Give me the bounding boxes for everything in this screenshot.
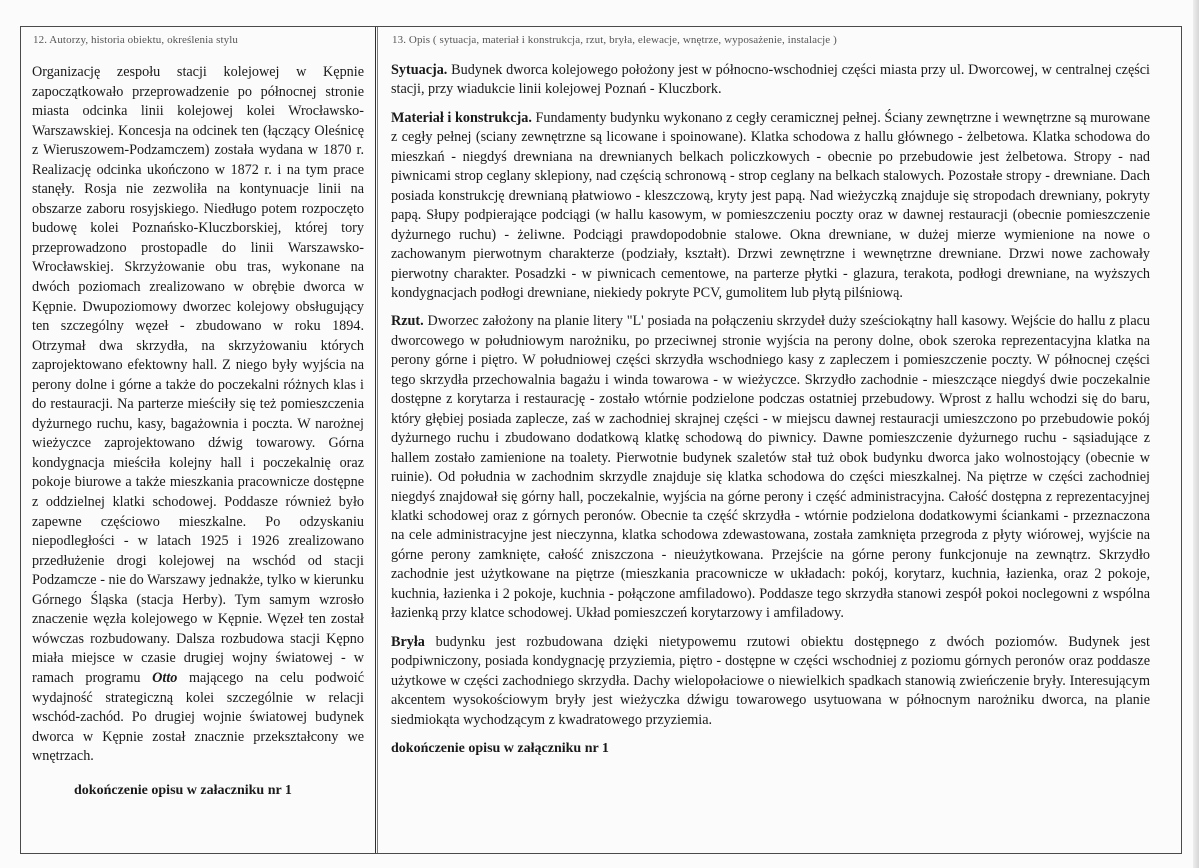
situation-heading: Sytuacja.	[391, 62, 448, 78]
section-12-header: 12. Autorzy, historia obiektu, określenia stylu	[33, 34, 239, 46]
column-divider-inner	[377, 27, 378, 853]
section-plan	[391, 312, 1150, 623]
column-divider	[375, 27, 376, 853]
otto-program-name: Otto	[152, 669, 178, 686]
plan-heading: Rzut.	[391, 313, 424, 330]
description-continuation-note: dokończenie opisu w załączniku nr 1	[391, 740, 609, 756]
scan-edge	[1193, 0, 1199, 868]
history-text-part-2: mającego na celu podwoić wydajność strategiczną kolei szczególnie w relacji wschód-zachód. Po drugiej wojnie światowej budynek dworca w Kępnie został znacznie przekształcony we wnętrzach.	[32, 669, 365, 765]
history-text	[32, 63, 364, 767]
section-situation	[391, 61, 1150, 100]
material-heading: Materiał i konstrukcja.	[391, 109, 532, 126]
section-massing	[391, 633, 1150, 730]
section-material	[391, 109, 1150, 304]
history-column	[32, 63, 364, 800]
plan-text: Dworzec założony na planie litery "L' posiada na połączeniu skrzydeł duży sześciokątny hall kasowy. Wejście do hallu z placu dworcowego w południowym narożniku, po przeciwnej stronie wyjścia na perony dolne, obok szeroka reprezentacyjna klatka na perony górne i piętro. W południowej części skrzydła wschodniego kasy z zapleczem i pomieszczenie poczty. W północnej części tego skrzydła przechowalnia bagażu i winda towarowa - w wieżyczce. Skrzydło zachodnie - mieszczące niegdyś dwie poczekalnie dostępne z korytarza i restaurację - zostało wtórnie podzielone podczas ostatniej przebudowy. Wprost z hallu wchodzi się do baru, który głębiej posiada zaplecze, zaś w zachodniej skrajnej części - w miejscu dawnej restauracji umieszczono po przebudowie pokój dyżurnego ruchu i zbudowano dodatkową klatkę schodową do piwnicy. Dawne pomieszczenie dyżurnego ruchu - sąsiadujące z hallem zostało zamienione na toalety. Pierwotnie budynek szaletów stał tuż obok budynku dworca jako wolnostojący (obecnie w ruinie). Od południa w zachodnim skrzydle znajduje się klatka schodowa do części mieszkalnej. Na piętrze w części zachodniej niegdyś znajdował się górny hall, poczekalnie, wyjścia na górne perony i część administracyjna. Całość dostępna z reprezentacyjnej klatki schodowej oraz z górnych peronów. Obecnie ta część skrzydła - wtórnie podzielona dodatkowymi ściankami - przeznaczona na cele administracyjne jest nieczynna, klatka schodowa zdewastowana, została zamknięta przegroda z płyty wiórowej, wyjście na górne perony zamknięte, całość zniszczona - nieużytkowana. Przejście na górne perony funkcjonuje na zewnątrz. Skrzydło zachodnie jest użytkowane na piętrze (mieszkania pracownicze w układach: pokój, korytarz, kuchnia, łazienka, oraz 2 pokoje, kuchnia, łazienka i 2 pokoje, kuchnia - połączone amfiladowo). Poddasze tego skrzydła stanowi zespół pokoi noclegowni z wspólna łazienką przy klatce schodowej. Układ pomieszczeń korytarzowy i amfiladowy.	[391, 313, 1151, 622]
section-13-header: 13. Opis ( sytuacja, materiał i konstrukcja, rzut, bryła, elewacje, wnętrze, wyposażenie, instalacje )	[392, 34, 837, 46]
material-text: Fundamenty budynku wykonano z cegły ceramicznej pełnej. Ściany zewnętrzne i wewnętrzne są murowane z cegły pełnej (sciany zewnętrzne są licowane i spoinowane). Klatka schodowa z hallu głównego - żelbetowa. Klatka schodowa do mieszkań - niegdyś drewniana na drewnianych belkach policzkowych - obecnie po przebudowie jest żelbetowa. Stropy - nad piwnicami strop ceglany sklepiony, nad częścią schronową - strop ceglany na belkach stalowych. Pozostałe stropy - drewniane. Dach posiada konstrukcję drewnianą płatwiowo - kleszczową, kryty jest papą. Nad wieżyczką znajduje się stropodach drewniany, pokryty papą. Słupy podpierające podciągi (w hallu kasowym, w pomieszczeniu poczty oraz w dawnej restauracji (obecnie pomieszczenie dyżurnego ruchu) - żeliwne. Podciągi prawdopodobnie stalowe. Okna drewniane, w dużej mierze wymienione na nowe o zachowanym pierwotnym charakterze (podziały, kształt). Drzwi zewnętrzne i wewnętrzne drewniane. Drzwi nowe zachowały pierwotny charakter. Posadzki - w piwnicach cementowe, na parterze płytki - glazura, terakota, podłogi drewniane, na wyższych kondygnacjach podłogi drewniane, niekiedy pokryte PCV, gumolitem lub płytą pilśniową.	[391, 109, 1150, 301]
history-continuation-note: dokończenie opisu w załaczniku nr 1	[74, 782, 292, 798]
massing-text: budynku jest rozbudowana dzięki nietypowemu rzutowi obiektu dostępnego z dwóch poziomów. Budynek jest podpiwniczony, posiada kondygnację przyziemia, piętro - dostępne w części wschodniej z poziomu górnych peronów oraz poddasze użytkowe w części zachodniego skrzydła. Dachy wielopołaciowe o niewielkich spadkach stanowią zwieńczenie bryły. Interesującym akcentem wysokościowym bryły jest wieżyczka dźwigu towarowego usytuowana w północnym narożniku dworca, na planie siedmiokąta wychodzącym z kwadratowego przyziemia.	[391, 633, 1150, 728]
history-text-part-1: Organizację zespołu stacji kolejowej w Kępnie zapoczątkowało przeprowadzenie po północnej stronie miasta odcinka linii kolejowej kolei Wrocławsko-Warszawskiej. Koncesja na odcinek ten (łączący Oleśnicę z Wieruszowem-Podzamczem) została wydana w 1870 r. Realizację odcinka ukończono w 1872 r. i na tym prace stanęły. Rosja nie zezwoliła na kontynuacje linii na obszarze zaboru rosyjskiego. Niedługo potem rozpoczęto budowę kolei Poznańsko-Kluczborskiej, której tory przeprowadzono prostopadle do linii Warszawsko-Wrocławskiej. Skrzyżowanie obu tras, wykonane na dwóch poziomach zrealizowano w obrębie dworca w Kępnie. Dwupoziomowy dworzec kolejowy obsługujący ten szczególny węzeł - zbudowano w roku 1894. Otrzymał dwa skrzydła, na skrzyżowaniu których zaprojektowano efektowny hall. Z niego były wyjścia na perony dolne i górne a także do poczekalni różnych klas i do restauracji. Na parterze mieściły się też pomieszczenia dyżurnego ruchu, kasy, bagażownia i poczta. W narożnej wieżyczce zaprojektowano dźwig towarowy. Górna kondygnacja mieściła kolejny hall i poczekalnię oraz pokoje biurowe a także mieszkania pracownicze dostępne z oddzielnej klatki schodowej. Poddasze również było zapewne częściowo mieszkalne. Po odzyskaniu niepodległości - w latach 1925 i 1926 zrealizowano przedłużenie drogi kolejowej na wschód od stacji Podzamcze - nie do Warszawy jednakże, tylko w kierunku Górnego Śląska (stacja Herby). Tym samym wzrosło znaczenie węzła kolejowego w Kępnie. Węzeł ten został wówczas rozbudowany. Dalsza rozbudowa stacji Kępno miała miejsce w czasie drugiej wojny światowej - w ramach programu	[32, 64, 364, 686]
situation-text: Budynek dworca kolejowego położony jest w północno-wschodniej części miasta przy ul. Dworcowej, w centralnej części stacji, przy wiadukcie linii kolejowej Poznań - Kluczbork.	[391, 62, 1151, 98]
massing-heading: Bryła	[391, 633, 425, 650]
description-column	[391, 61, 1150, 767]
